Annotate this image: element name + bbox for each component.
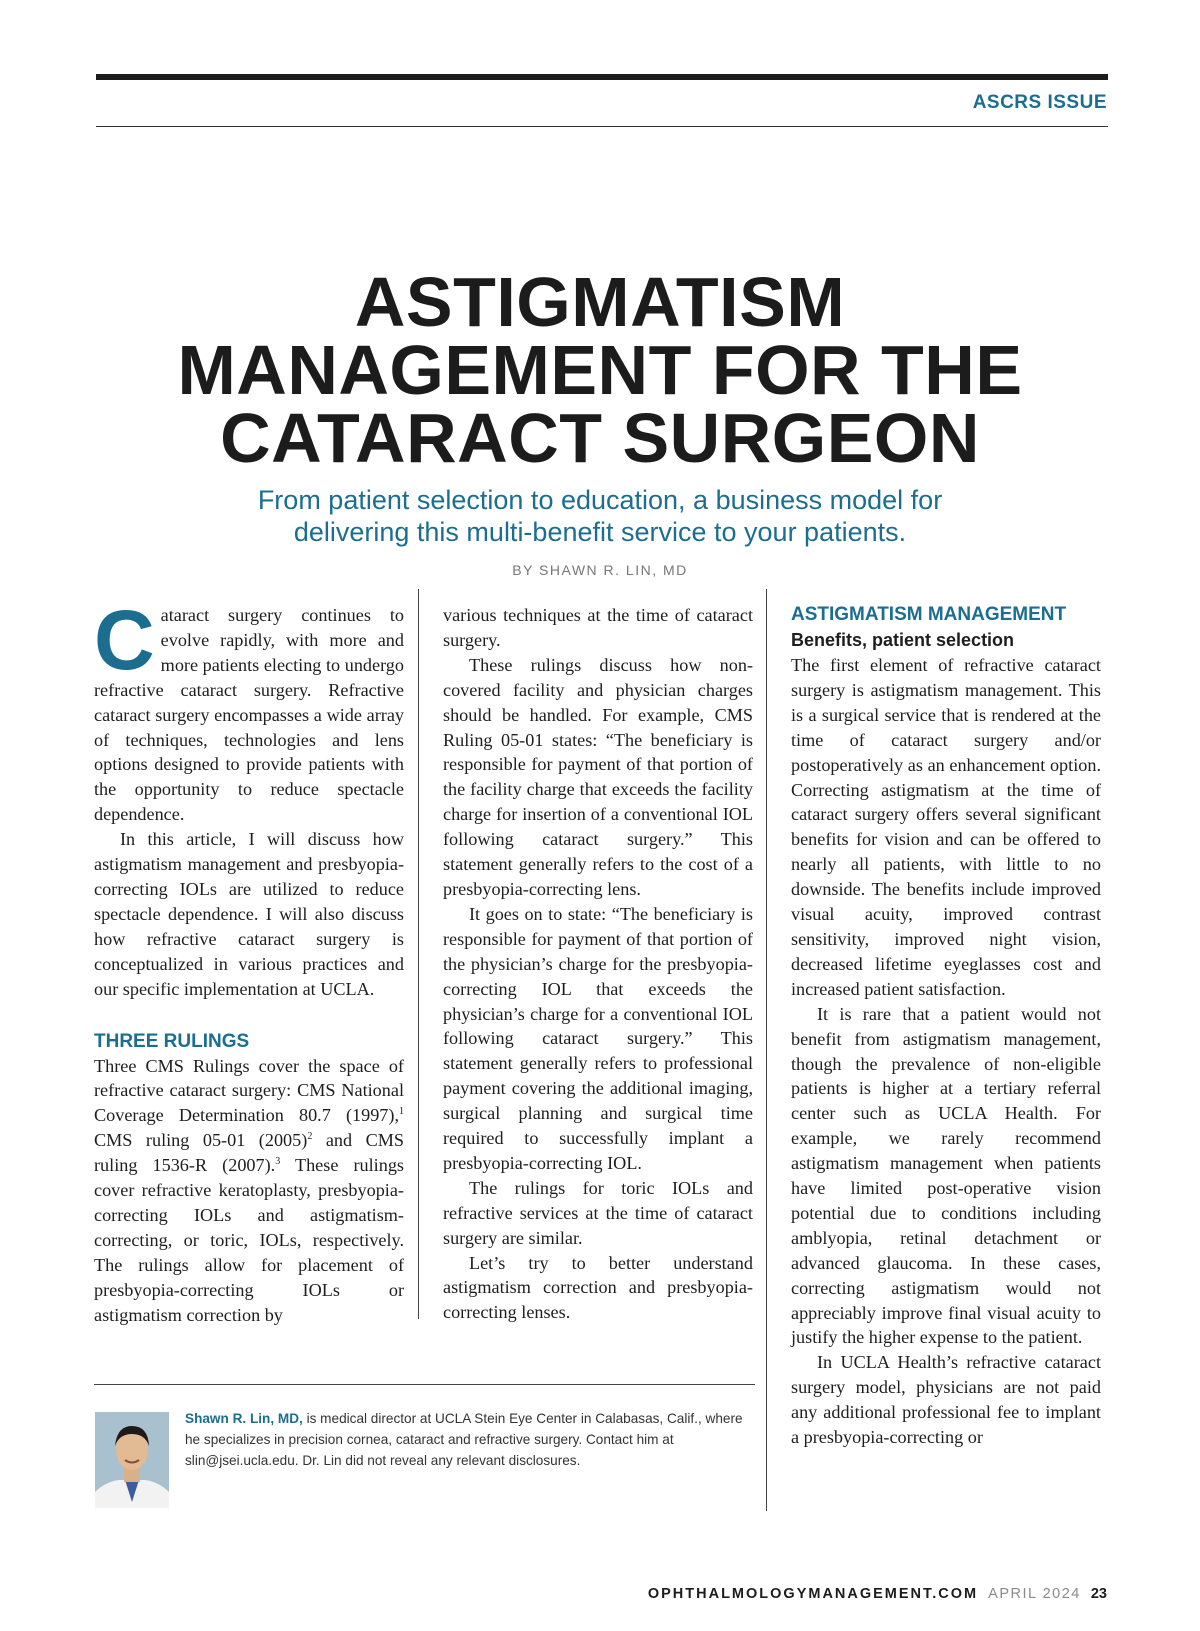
title-line: MANAGEMENT FOR THE — [177, 331, 1023, 409]
title-line: CATARACT SURGEON — [220, 399, 980, 477]
section-heading: THREE RULINGS — [94, 1030, 250, 1052]
drop-cap: C — [94, 593, 155, 687]
column-divider — [766, 589, 767, 1511]
paragraph: The first element of refractive cataract surgery is astigmatism management. This is a surgical service that is rendered at the time of cataract surgery and/or postoperatively as an enhancement option. Correcting astigmatism at the time of cataract surgery offers several significant benefits for vision and can be offered to nearly all patients, with little to no downside. The benefits include improved visual acuity, improved contrast sensitivity, improved night vision, decreased lifetime eyeglasses cost and increased patient satisfaction. — [791, 655, 1101, 999]
paragraph: The rulings for toric IOLs and refractive services at the time of cataract surgery are similar. — [443, 1177, 753, 1248]
footer-date: APRIL 2024 — [988, 1586, 1081, 1602]
reference-mark: 1 — [399, 1106, 404, 1118]
reference-mark: 2 — [307, 1131, 313, 1143]
paragraph: Cataract surgery continues to evolve rapidly, with more and more patients electing to undergo refractive cataract surgery. Refractive cataract surgery encompasses a wide array of techniques, technologies and lens options designed to provide patients with the opportunity to reduce spectacle dependence. — [94, 593, 404, 825]
paragraph: In this article, I will discuss how astigmatism management and presbyopia-correcting IOLs are utilized to reduce spectacle dependence. I will also discuss how refractive cataract surgery is conceptualized in various practices and our specific implementation at UCLA. — [94, 829, 404, 999]
author-photo — [95, 1412, 169, 1508]
paragraph: Three CMS Rulings cover the space of refractive cataract surgery: CMS National Coverage Determination 80.7 (1997),$^1$ CMS ruling 05-01 $(2005)^2$ and CMS ruling 1536-R (2007).$^3$ These rulings cover refractive keratoplasty, presbyopia-correcting IOLs and astigmatism-correcting, or toric, IOLs, respectively. The rulings allow for placement of presbyopia-correcting IOLs or astigmatism correction by — [94, 1055, 405, 1325]
deck-line: From patient selection to education, a business model for — [257, 485, 943, 515]
byline: BY SHAWN R. LIN, MD — [512, 562, 688, 578]
section-heading: ASTIGMATISM MANAGEMENT — [791, 604, 1067, 625]
title-line: ASTIGMATISM — [354, 263, 846, 341]
reference-mark: 3 — [275, 1156, 281, 1168]
page-footer — [648, 1586, 1107, 1602]
page-number: 23 — [1090, 1586, 1107, 1602]
column-3 — [791, 603, 1101, 1450]
bio-divider — [94, 1384, 755, 1385]
paragraph: Let’s try to better understand astigmatism correction and presbyopia-correcting lenses. — [443, 1252, 753, 1323]
article-deck — [100, 484, 1100, 548]
paragraph: These rulings discuss how non-covered facility and physician charges should be handled. For example, CMS Ruling 05-01 states: “The beneficiary is responsible for payment of that portion of the facility charge that exceeds the facility charge for insertion of a conventional IOL following cataract surgery.” This statement generally refers to the cost of a presbyopia-correcting lens. — [443, 654, 753, 899]
author-bio: Shawn R. Lin, MD, is medical director at UCLA Stein Eye Center in Calabasas, Calif., where he specializes in precision cornea, cataract and refractive surgery. Contact him at slin@jsei.ucla.edu. Dr. Lin did not reveal any relevant disclosures. — [185, 1411, 743, 1468]
footer-site: OPHTHALMOLOGYMANAGEMENT.COM — [647, 1586, 979, 1602]
subsection-heading: Benefits, patient selection — [791, 630, 1015, 650]
column-1 — [94, 593, 405, 1327]
section-tag: ASCRS ISSUE — [972, 92, 1107, 113]
column-2 — [443, 603, 753, 1325]
article-title — [60, 263, 1140, 477]
top-rule — [96, 74, 1108, 80]
deck-line: delivering this multi-benefit service to your patients. — [293, 517, 907, 547]
paragraph: various techniques at the time of cataract surgery. — [443, 605, 753, 650]
paragraph: It is rare that a patient would not benefit from astigmatism management, though the prevalence of non-eligible patients is higher at a tertiary referral center such as UCLA Health. For example, we rarely recommend astigmatism management when patients have limited post-operative vision potential due to conditions including amblyopia, retinal detachment or advanced glaucoma. In these cases, correcting astigmatism would not appreciably improve final visual acuity to justify the higher expense to the patient. — [791, 1003, 1101, 1348]
header-divider — [96, 126, 1108, 127]
paragraph: It goes on to state: “The beneficiary is responsible for payment of that portion of the physician’s charge for the presbyopia-correcting IOL that exceeds the physician’s charge for a conventional IOL following cataract surgery.” This statement generally refers to professional payment covering the additional imaging, surgical planning and surgical time required to successfully implant a presbyopia-correcting IOL. — [443, 903, 753, 1173]
paragraph: In UCLA Health’s refractive cataract surgery model, physicians are not paid any additional professional fee to implant a presbyopia-correcting or — [791, 1352, 1101, 1448]
author-name: Shawn R. Lin, MD, — [185, 1411, 303, 1426]
column-divider — [418, 589, 419, 1319]
